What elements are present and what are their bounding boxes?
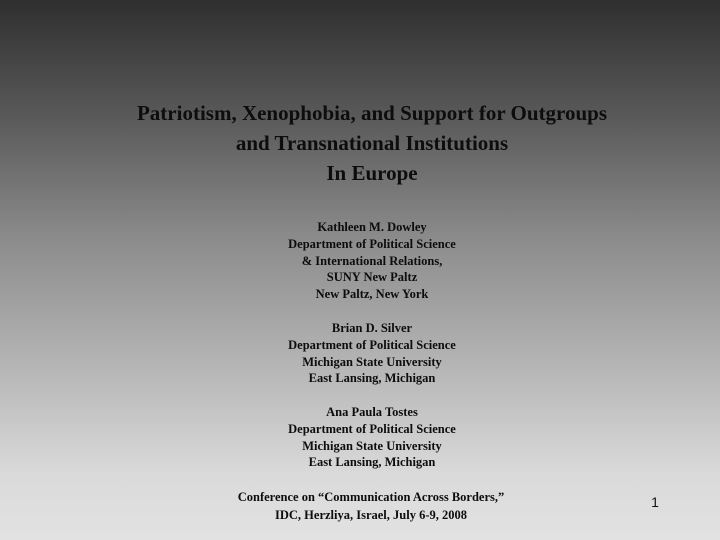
author-affiliation-line: Department of Political Science bbox=[288, 421, 456, 436]
author-block-dowley bbox=[222, 219, 522, 303]
author-affiliation-line: East Lansing, Michigan bbox=[308, 371, 436, 386]
author-block-silver bbox=[222, 320, 522, 387]
page-number: 1 bbox=[651, 494, 659, 510]
author-affiliation-line: Michigan State University bbox=[302, 438, 442, 453]
conference-line-2: IDC, Herzliya, Israel, July 6-9, 2008 bbox=[275, 508, 467, 522]
author-affiliation-line: & International Relations, bbox=[301, 253, 443, 268]
author-affiliation-line: New Paltz, New York bbox=[315, 287, 429, 302]
author-name: Brian D. Silver bbox=[331, 321, 413, 335]
title-line-2: and Transnational Institutions bbox=[235, 131, 509, 155]
author-affiliation-line: SUNY New Paltz bbox=[326, 270, 418, 285]
title-line-1: Patriotism, Xenophobia, and Support for Outgroups bbox=[136, 101, 608, 125]
title-line-3: In Europe bbox=[326, 161, 418, 185]
author-name: Ana Paula Tostes bbox=[326, 405, 418, 419]
author-affiliation-line: Department of Political Science bbox=[288, 236, 456, 251]
author-affiliation-line: Michigan State University bbox=[302, 354, 442, 369]
slide-title bbox=[60, 98, 684, 188]
author-block-tostes bbox=[222, 404, 522, 471]
author-affiliation-line: Department of Political Science bbox=[288, 337, 456, 352]
author-affiliation-line: East Lansing, Michigan bbox=[308, 455, 436, 470]
author-name: Kathleen M. Dowley bbox=[317, 220, 427, 234]
conference-line-1: Conference on “Communication Across Borders,” bbox=[237, 490, 505, 504]
conference-info bbox=[171, 488, 571, 524]
